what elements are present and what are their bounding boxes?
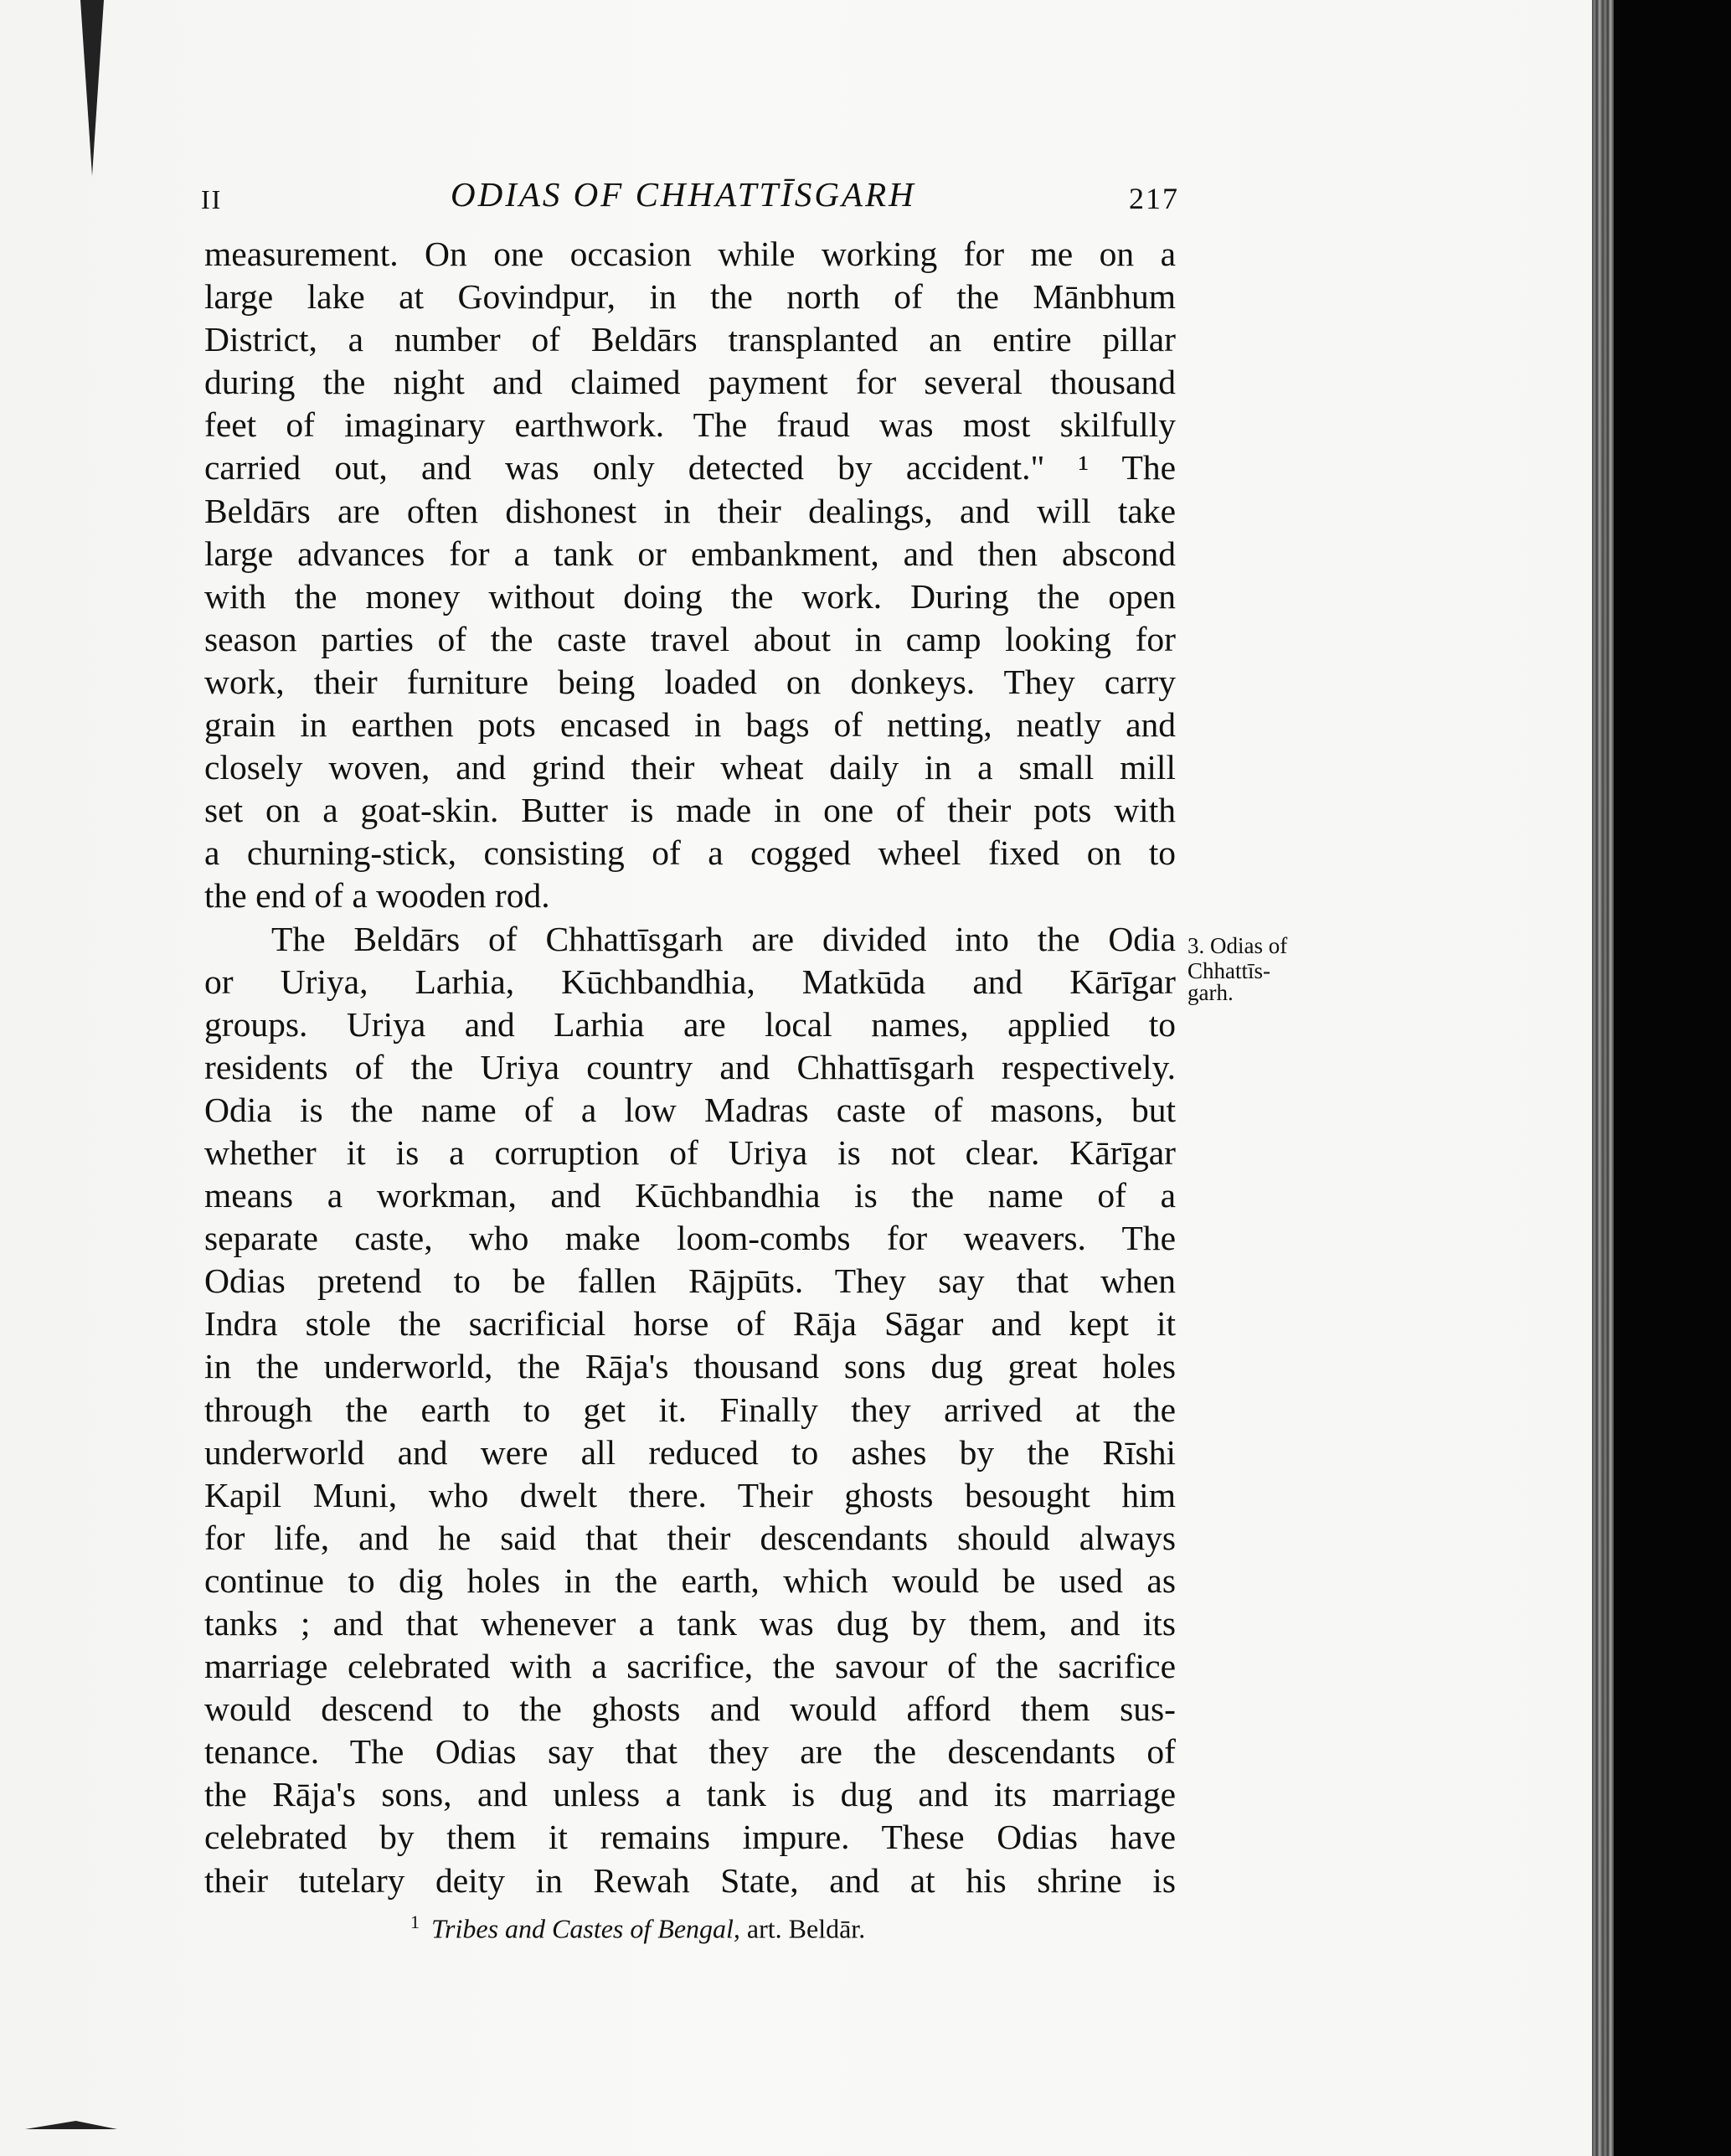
- text-line: underworld and were all reduced to ashes by the Rīshi: [204, 1432, 1176, 1472]
- text-line: a churning-stick, consisting of a cogged wheel fixed on to: [204, 833, 1176, 873]
- text-line: Odias pretend to be fallen Rājpūts. They say that when: [204, 1261, 1176, 1301]
- marginal-note-line: garh.: [1187, 980, 1234, 1005]
- text-line: District, a number of Beldārs transplanted an entire pillar: [204, 320, 1176, 359]
- text-line: groups. Uriya and Larhia are local names, applied to: [204, 1004, 1176, 1044]
- binding-edge: [1614, 0, 1731, 2156]
- text-line: measurement. On one occasion while working for me on a: [204, 235, 1176, 273]
- text-line: grain in earthen pots encased in bags of netting, neatly and: [204, 705, 1176, 745]
- text-line: tenance. The Odias say that they are the descendants of: [204, 1732, 1176, 1772]
- text-line: Kapil Muni, who dwelt there. Their ghosts besought him: [204, 1475, 1176, 1514]
- body-text: [204, 233, 1176, 1902]
- text-line: large advances for a tank or embankment, and then abscond: [204, 534, 1176, 573]
- text-line: separate caste, who make loom-combs for weavers. The: [204, 1219, 1176, 1258]
- scan-artifact-top: [80, 0, 104, 176]
- text-line: continue to dig holes in the earth, which would be used as: [204, 1560, 1176, 1600]
- marginal-note: [1187, 935, 1338, 1003]
- text-line: their tutelary deity in Rewah State, and at his shrine is: [204, 1860, 1176, 1900]
- page-number: 217: [1129, 182, 1179, 215]
- text-line: residents of the Uriya country and Chhattīsgarh respectively.: [204, 1047, 1176, 1086]
- text-line: carried out, and was only detected by accident." ¹ The: [204, 448, 1176, 487]
- text-line: through the earth to get it. Finally they arrived at the: [204, 1390, 1176, 1429]
- scan-artifact-bottom: [25, 2121, 117, 2129]
- footnote-marker: 1: [410, 1911, 420, 1932]
- text-line: set on a goat-skin. Butter is made in one of their pots with: [204, 791, 1176, 830]
- marginal-note-line: 3. Odias of: [1187, 933, 1288, 958]
- text-line: closely woven, and grind their wheat daily in a small mill: [204, 748, 1176, 787]
- footnote-source-title: Tribes and Castes of Bengal,: [431, 1913, 740, 1944]
- text-line: celebrated by them it remains impure. These Odias have: [204, 1818, 1176, 1857]
- text-line: during the night and claimed payment for several thousand: [204, 363, 1176, 402]
- text-line: tanks ; and that whenever a tank was dug by them, and its: [204, 1604, 1176, 1643]
- text-line: Indra stole the sacrificial horse of Rāja Sāgar and kept it: [204, 1304, 1176, 1344]
- running-title: ODIAS OF CHHATTĪSGARH: [451, 175, 916, 214]
- text-line: the Rāja's sons, and unless a tank is dug and its marriage: [204, 1775, 1176, 1814]
- text-line: marriage celebrated with a sacrifice, the savour of the sacrifice: [204, 1647, 1176, 1686]
- text-line: the end of a wooden rod.: [204, 876, 550, 916]
- binding-fringe: [1592, 0, 1614, 2156]
- text-line: or Uriya, Larhia, Kūchbandhia, Matkūda and Kārīgar: [204, 962, 1176, 1001]
- text-line: would descend to the ghosts and would afford them sus-: [204, 1689, 1176, 1729]
- text-line: large lake at Govindpur, in the north of the Mānbhum: [204, 277, 1176, 317]
- text-line: Odia is the name of a low Madras caste of masons, but: [204, 1090, 1176, 1129]
- text-line: for life, and he said that their descendants should always: [204, 1518, 1176, 1557]
- text-line: season parties of the caste travel about in camp looking for: [204, 619, 1176, 658]
- footnote: [410, 1911, 865, 1945]
- paragraph-start-line: The Beldārs of Chhattīsgarh are divided into the Odia: [271, 919, 1176, 958]
- text-line: in the underworld, the Rāja's thousand sons dug great holes: [204, 1347, 1176, 1386]
- footnote-rest: art. Beldār.: [739, 1913, 866, 1944]
- text-line: with the money without doing the work. During the open: [204, 576, 1176, 616]
- marginal-note-line: Chhattīs-: [1187, 958, 1270, 983]
- chapter-number: II: [201, 184, 223, 214]
- text-line: Beldārs are often dishonest in their dealings, and will take: [204, 491, 1176, 530]
- text-line: whether it is a corruption of Uriya is not clear. Kārīgar: [204, 1132, 1176, 1172]
- text-line: feet of imaginary earthwork. The fraud was most skilfully: [204, 405, 1176, 445]
- text-line: means a workman, and Kūchbandhia is the name of a: [204, 1176, 1176, 1215]
- running-header: [201, 174, 1179, 224]
- text-line: work, their furniture being loaded on donkeys. They carry: [204, 662, 1176, 701]
